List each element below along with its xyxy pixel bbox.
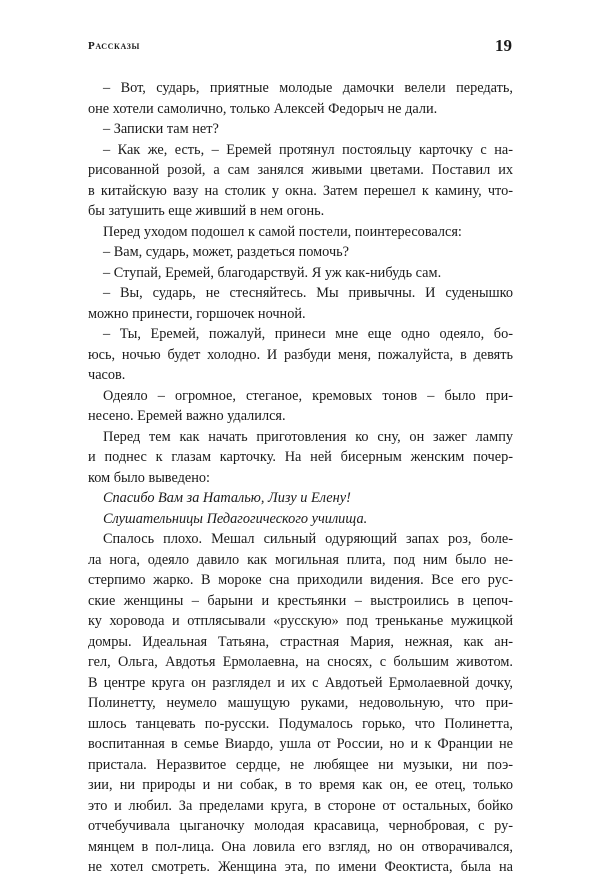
text-line: ла нога, одеяло давило как могильная плита, под ним было не- (88, 551, 513, 568)
text-line: – Вам, сударь, может, раздеться помочь? (103, 244, 350, 260)
text-line: Перед уходом подошел к самой постели, поинтересовался: (103, 223, 462, 240)
text-line: не хотел смотреть. Женщина эта, по имени Феоктиста, была на (88, 859, 513, 875)
text-line: часов. (88, 367, 126, 383)
text-line: ские женщины – барыни и крестьянки – выстроились в цепоч- (88, 592, 513, 609)
text-line: – Вы, сударь, не стесняйтесь. Мы привычны. И суденышко (103, 285, 513, 301)
text-line: – Ступай, Еремей, благодарствуй. Я уж как-нибудь сам. (103, 264, 442, 281)
text-line: гел, Ольга, Авдотья Ермолаевна, на сносях, с большим животом. (88, 654, 513, 670)
text-line: Спалось плохо. Мешал сильный одуряющий запах роз, боле- (103, 531, 513, 547)
page-number: 19 (495, 36, 512, 55)
text-line: ком было выведено: (88, 469, 211, 486)
text-line: это и любил. За пределами круга, в стороне от остальных, бойко (88, 797, 513, 814)
body-text (88, 78, 513, 878)
text-line: Полинетту, неумело машущую руками, недовольную, что при- (88, 695, 513, 711)
text-line: Слушательницы Педагогического училища. (103, 510, 368, 527)
text-line: – Как же, есть, – Еремей протянул постояльцу карточку с на- (103, 141, 513, 158)
text-line: отчебучивала цыганочку молодая красавица, чернобровая, с ру- (88, 818, 513, 834)
running-head (88, 36, 512, 58)
text-line: несено. Еремей важно удалился. (88, 408, 286, 424)
text-line: бы затушить еще живший в нем огонь. (88, 203, 325, 219)
text-line: можно принести, горшочек ночной. (88, 305, 306, 322)
text-line: пристала. Неразвитое сердце, не любящее ни музыки, ни поэ- (88, 756, 513, 773)
text-line: – Вот, сударь, приятные молодые дамочки велели передать, (103, 80, 513, 96)
text-line: оне хотели самолично, только Алексей Федорыч не дали. (88, 100, 438, 117)
text-line: рисованной розой, а сам занялся живыми цветами. Поставил их (88, 162, 513, 178)
text-line: домры. Идеальная Татьяна, страстная Мария, нежная, как ан- (88, 633, 513, 650)
text-line: – Ты, Еремей, пожалуй, принеси мне еще одно одеяло, бо- (103, 326, 513, 342)
section-title: Рассказы (88, 40, 140, 52)
text-line: Спасибо Вам за Наталью, Лизу и Елену! (103, 490, 351, 506)
text-line: и поднес к глазам карточку. На ней бисерным женским почер- (88, 449, 513, 465)
text-line: в китайскую вазу на столик у окна. Затем перешел к камину, что- (88, 182, 513, 199)
text-line: Перед тем как начать приготовления ко сну, он зажег лампу (103, 428, 513, 445)
text-line: мянцем в пол-лица. Она ловила его взгляд, но он отворачивался, (88, 838, 513, 855)
text-line: воспитанная в семье Виардо, ушла от России, но и к Франции не (88, 736, 513, 752)
text-line: зии, ни природы и ни собак, в то время как он, ее отец, только (88, 777, 513, 793)
text-line: шлось танцевать по-русски. Подумалось горько, что Полинетта, (88, 715, 513, 732)
text-line: Одеяло – огромное, стеганое, кремовых тонов – было при- (103, 387, 513, 404)
text-line: В центре круга он разглядел и их с Авдотьей Ермолаевной дочку, (88, 674, 513, 691)
text-line: юсь, ночью будет холодно. И разбуди меня, пожалуйста, в девять (88, 346, 513, 363)
text-line: – Записки там нет? (103, 121, 219, 137)
text-line: стерпимо жарко. В мороке сна приходили видения. Все его рус- (88, 572, 513, 588)
text-line: ку хоровода и отплясывали «русскую» под треньканье мужицкой (88, 613, 513, 629)
